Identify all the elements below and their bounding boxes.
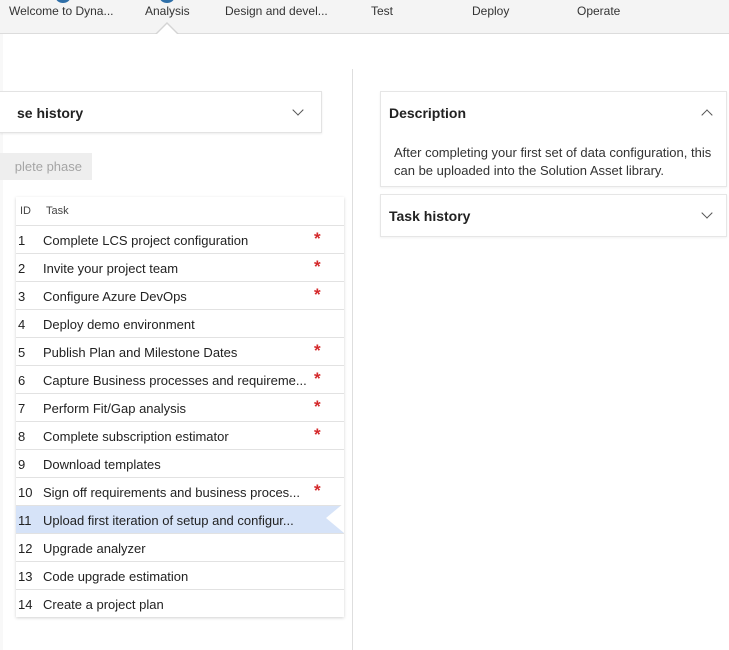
- table-row[interactable]: 5 Publish Plan and Milestone Dates *: [16, 337, 344, 365]
- active-tab-indicator: [156, 24, 178, 35]
- tab-operate[interactable]: Operate: [577, 4, 621, 18]
- table-row[interactable]: 6 Capture Business processes and requireme... *: [16, 365, 344, 393]
- required-asterisk-icon: *: [314, 397, 321, 416]
- tab-analysis[interactable]: Analysis: [145, 4, 190, 18]
- task-history-card[interactable]: [380, 194, 727, 237]
- table-row[interactable]: 3 Configure Azure DevOps *: [16, 281, 344, 309]
- table-row[interactable]: 2 Invite your project team *: [16, 253, 344, 281]
- task-table: [16, 197, 344, 617]
- phase-tabs-bar: [0, 0, 729, 34]
- phase-status-dot: [160, 0, 174, 3]
- required-asterisk-icon: *: [314, 341, 321, 360]
- table-row-selected[interactable]: 11 Upload first iteration of setup and configur...: [16, 505, 344, 533]
- chevron-down-icon[interactable]: [701, 207, 712, 218]
- task-history-title: Task history: [389, 208, 471, 224]
- required-asterisk-icon: *: [314, 425, 321, 444]
- required-asterisk-icon: *: [314, 229, 321, 248]
- panel-divider: [352, 69, 353, 650]
- description-title: Description: [389, 105, 467, 121]
- table-row[interactable]: 9 Download templates: [16, 449, 344, 477]
- selected-row-pointer: [326, 503, 344, 533]
- tab-deploy[interactable]: Deploy: [472, 4, 510, 18]
- complete-phase-button[interactable]: plete phase: [0, 153, 92, 180]
- required-asterisk-icon: *: [314, 285, 321, 304]
- chevron-up-icon[interactable]: [701, 109, 712, 120]
- table-row[interactable]: 14 Create a project plan: [16, 589, 344, 617]
- table-row[interactable]: 10 Sign off requirements and business proces... *: [16, 477, 344, 505]
- table-row[interactable]: 4 Deploy demo environment: [16, 309, 344, 337]
- phase-status-dot: [56, 0, 70, 3]
- required-asterisk-icon: *: [314, 481, 321, 500]
- chevron-down-icon[interactable]: [292, 104, 303, 115]
- required-asterisk-icon: *: [314, 369, 321, 388]
- table-row[interactable]: 7 Perform Fit/Gap analysis *: [16, 393, 344, 421]
- required-asterisk-icon: *: [314, 257, 321, 276]
- table-row[interactable]: 8 Complete subscription estimator *: [16, 421, 344, 449]
- tab-test[interactable]: Test: [371, 4, 394, 18]
- table-row[interactable]: 13 Code upgrade estimation: [16, 561, 344, 589]
- column-header-id: ID: [20, 205, 31, 217]
- table-row[interactable]: 12 Upgrade analyzer: [16, 533, 344, 561]
- description-text: After completing your first set of data configuration, this can be uploaded into the Solution Asset library.: [394, 145, 712, 178]
- tab-design-and-development[interactable]: Design and devel...: [225, 4, 328, 18]
- description-card: [380, 91, 727, 187]
- table-row[interactable]: 1 Complete LCS project configuration *: [16, 225, 344, 253]
- phase-history-title: se history: [17, 105, 84, 121]
- tab-welcome[interactable]: Welcome to Dyna...: [9, 4, 114, 18]
- column-header-task: Task: [46, 205, 69, 217]
- phase-history-card[interactable]: [0, 91, 322, 133]
